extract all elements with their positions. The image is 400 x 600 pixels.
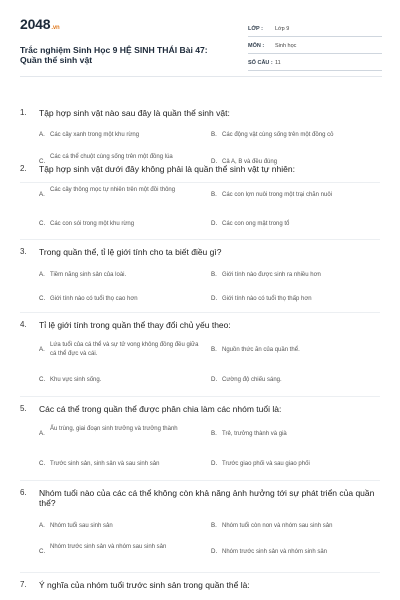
question-text: Nhóm tuổi nào của các cá thể không còn khả năng ảnh hưởng tới sự phát triển của quần thể?: [39, 488, 375, 508]
question-number: 3.: [20, 247, 27, 256]
question-1: [20, 106, 380, 120]
question-7: [20, 578, 380, 592]
question-divider: [20, 239, 380, 240]
question-text: Trong quần thể, tỉ lệ giới tính cho ta biết điều gì?: [39, 247, 222, 257]
question-divider: [20, 480, 380, 481]
page-header: [20, 12, 382, 72]
site-logo[interactable]: 2048.vn: [20, 16, 60, 32]
question-text: Các cá thể trong quần thể được phân chia làm các nhóm tuổi là:: [39, 404, 282, 414]
question-4: [20, 318, 380, 332]
question-divider: [20, 182, 380, 183]
question-number: 6.: [20, 488, 27, 497]
question-number: 7.: [20, 580, 27, 589]
question-number: 2.: [20, 164, 27, 173]
question-number: 4.: [20, 320, 27, 329]
question-text: Ý nghĩa của nhóm tuổi trước sinh sản trong quần thể là:: [39, 580, 250, 590]
question-6: [20, 486, 380, 510]
question-text: Tỉ lệ giới tính trong quần thể thay đổi chủ yếu theo:: [39, 320, 231, 330]
question-number: 5.: [20, 404, 27, 413]
question-divider: [20, 396, 380, 397]
meta-row-question-count: SỐ CÂU : 11: [248, 58, 382, 71]
meta-info: [248, 24, 382, 75]
question-2: [20, 162, 380, 176]
question-divider: [20, 312, 380, 313]
question-text: Tập hợp sinh vật dưới đây không phải là quần thể sinh vật tự nhiên:: [39, 164, 295, 174]
question-5: [20, 402, 380, 416]
question-number: 1.: [20, 108, 27, 117]
worksheet-page: 2048.vn Trắc nghiệm Sinh Học 9 HỆ SINH THÁI Bài 47: Quần thể sinh vật LỚP : Lớp 9 MÔN : Sinh học SỐ CÂU : 11 1. Tập hợp sinh vật nào sau đây là quần thể sinh vật: A. Các cây xanh trong một khu rừng B. Các động vật cùng sống trên một đồng cỏ C. Các cá thể chuột cùng sống trên một đồng lúa D. Cả A, B và đều đúng 2. Tập hợp sinh vật dưới đây không phải là quần thể sinh vật tự nhiên: A. Các cây thông mọc tự nhiên trên một đồi thông B. Các con lợn nuôi trong một trại chăn nuôi C. Các con sói trong một khu rừng D. Các con ong mật trong tổ 3. Trong quần thể, tỉ lệ giới tính cho ta biết điều gì? A. Tiềm năng sinh sản của loài. B. Giới tính nào được sinh ra nhiều hơn C. Giới tính nào có tuổi thọ cao hơn D. Giới tính nào có tuổi thọ thấp hơn 4. Tỉ lệ giới tính trong quần thể thay đổi chủ yếu theo: A. Lứa tuổi của cá thể và sự tử vong không đồng đều giữa cá thể đực và cái. B. Nguồn thức ăn của quần thể. C. Khu vực sinh sống. D. Cường độ chiếu sáng. 5. Các cá thể trong quần thể được phân chia làm các nhóm tuổi là: A. Ấu trùng, giai đoạn sinh trưởng và trưởng thành B. Trẻ, trưởng thành và già C. Trước sinh sản, sinh sản và sau sinh sản D. Trước giao phối và sau giao phối 6. Nhóm tuổi nào của các cá thể không còn khả năng ảnh hưởng tới sự phát triển của quần thể? A. Nhóm tuổi sau sinh sản B. Nhóm tuổi còn non và nhóm sau sinh sản C. Nhóm trước sinh sản và nhóm sau sinh sản D. Nhóm trước sinh sản và nhóm sinh sản 7. Ý nghĩa của nhóm tuổi trước sinh sản trong quần thể là:: [0, 0, 400, 600]
header-divider: [20, 76, 382, 77]
page-title: Trắc nghiệm Sinh Học 9 HỆ SINH THÁI Bài 47: Quần thể sinh vật: [20, 45, 208, 65]
meta-row-grade: LỚP : Lớp 9: [248, 24, 382, 37]
question-text: Tập hợp sinh vật nào sau đây là quần thể sinh vật:: [39, 108, 230, 118]
question-3: [20, 245, 380, 259]
question-divider: [20, 572, 380, 573]
meta-row-subject: MÔN : Sinh học: [248, 41, 382, 54]
